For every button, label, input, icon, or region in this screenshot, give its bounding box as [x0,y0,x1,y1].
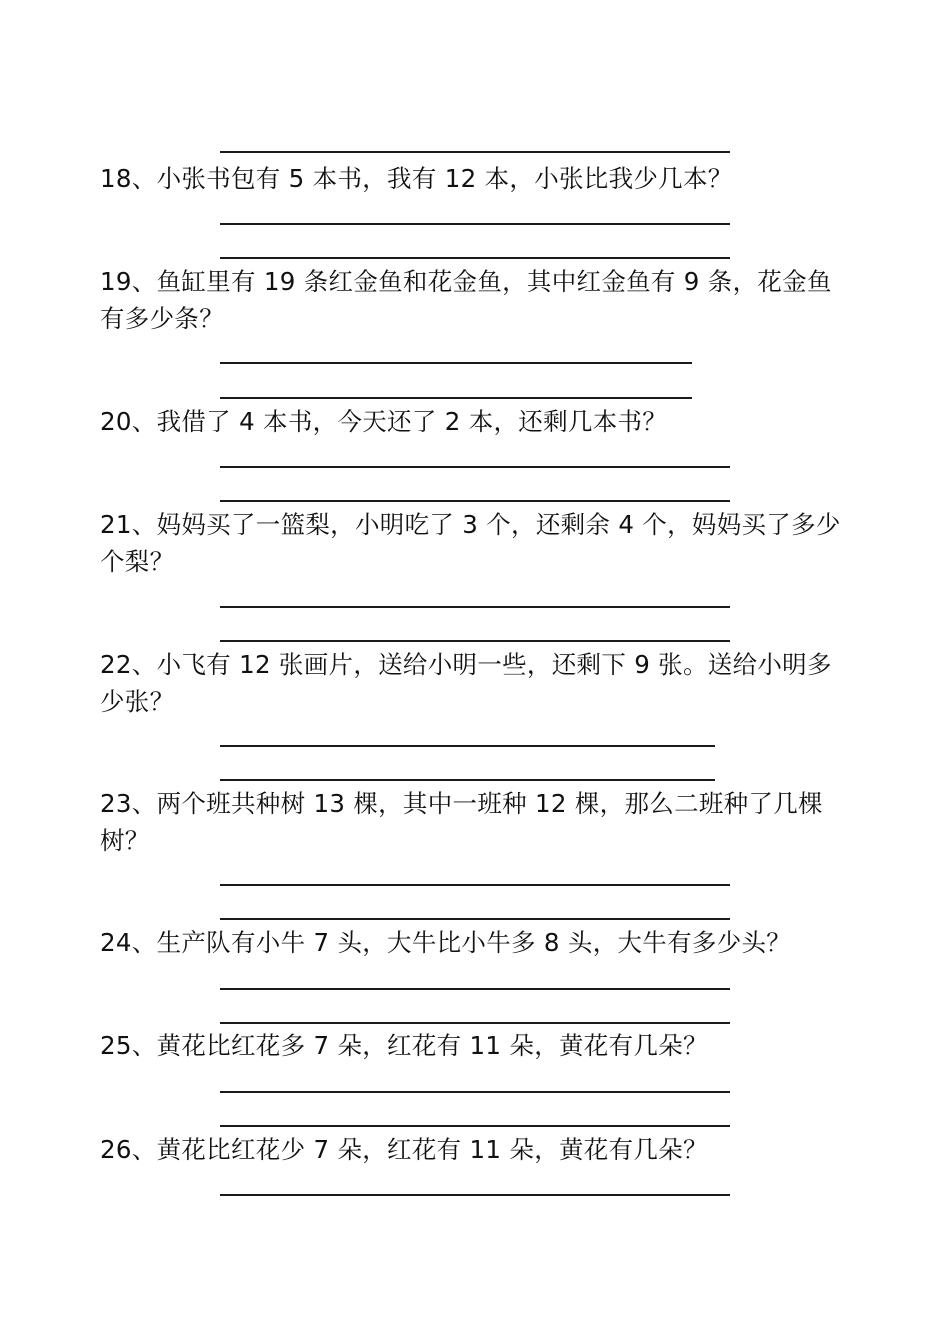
answer-line[interactable] [220,988,730,990]
answer-line[interactable] [220,223,730,225]
answer-line[interactable] [220,640,730,642]
answer-line[interactable] [220,1125,730,1127]
question-26: 26、黄花比红花少 7 朵，红花有 11 朵，黄花有几朵？ [100,1135,708,1164]
question-23: 23、两个班共种树 13 棵，其中一班种 12 棵，那么二班种了几棵树？ [100,789,823,855]
answer-line[interactable] [220,884,730,886]
question-24: 24、生产队有小牛 7 头，大牛比小牛多 8 头，大牛有多少头？ [100,928,792,957]
answer-line[interactable] [220,606,730,608]
answer-line[interactable] [220,1022,730,1024]
answer-line[interactable] [220,257,730,259]
question-22: 22、小飞有 12 张画片，送给小明一些，还剩下 9 张。送给小明多少张？ [100,650,832,716]
question-20: 20、我借了 4 本书，今天还了 2 本，还剩几本书？ [100,407,668,436]
answer-line[interactable] [220,466,730,468]
answer-line[interactable] [220,500,730,502]
answer-line[interactable] [220,397,692,399]
answer-line[interactable] [220,151,730,153]
answer-line[interactable] [220,362,692,364]
answer-line[interactable] [220,1194,730,1196]
question-21: 21、妈妈买了一篮梨，小明吃了 3 个，还剩余 4 个，妈妈买了多少个梨？ [100,510,841,576]
answer-line[interactable] [220,1091,730,1093]
answer-line[interactable] [220,779,715,781]
answer-line[interactable] [220,918,730,920]
question-19: 19、鱼缸里有 19 条红金鱼和花金鱼，其中红金鱼有 9 条，花金鱼有多少条？ [100,267,832,333]
answer-line[interactable] [220,745,715,747]
question-18: 18、小张书包有 5 本书，我有 12 本，小张比我少几本？ [100,164,733,193]
question-25: 25、黄花比红花多 7 朵，红花有 11 朵，黄花有几朵？ [100,1031,708,1060]
